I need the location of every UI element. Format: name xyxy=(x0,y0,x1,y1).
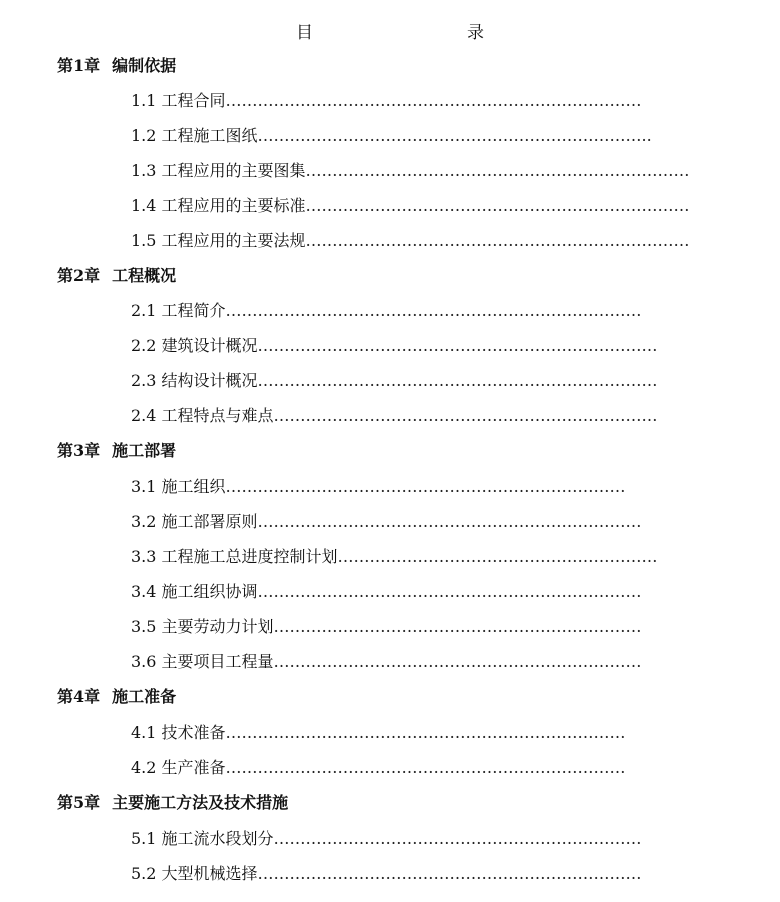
chapter-title: 施工部署 xyxy=(112,441,177,460)
toc-chapter-3[interactable] xyxy=(57,440,176,462)
toc-section-1-3[interactable] xyxy=(131,160,709,182)
section-title: 3.3 工程施工总进度控制计划 xyxy=(131,547,338,566)
section-title: 3.5 主要劳动力计划 xyxy=(131,617,274,636)
section-title: 1.2 工程施工图纸 xyxy=(131,126,258,145)
section-title: 4.2 生产准备 xyxy=(131,758,226,777)
leader-dots: ………………………………………………………………… xyxy=(257,371,658,390)
toc-section-1-1[interactable] xyxy=(131,90,709,112)
chapter-number: 第4章 xyxy=(57,687,101,706)
section-title: 3.6 主要项目工程量 xyxy=(131,652,274,671)
toc-section-2-4[interactable] xyxy=(131,405,709,427)
section-title: 5.2 大型机械选择 xyxy=(131,864,258,883)
section-title: 1.4 工程应用的主要标准 xyxy=(131,196,306,215)
section-title: 3.4 施工组织协调 xyxy=(131,582,258,601)
leader-dots: ……………………………………………………………… xyxy=(273,406,658,425)
chapter-number: 第2章 xyxy=(57,266,101,285)
chapter-number: 第3章 xyxy=(57,441,101,460)
chapter-number: 第5章 xyxy=(57,793,101,812)
leader-dots: ……………………………………………………………… xyxy=(257,582,642,601)
chapter-title: 工程概况 xyxy=(112,266,177,285)
section-title: 2.2 建筑设计概况 xyxy=(131,336,258,355)
toc-section-3-1[interactable] xyxy=(131,476,696,498)
leader-dots: ……………………………………………………………….. xyxy=(257,126,652,145)
toc-section-1-2[interactable] xyxy=(131,125,701,147)
section-title: 1.3 工程应用的主要图集 xyxy=(131,161,306,180)
leader-dots: …………………………………………………………………… xyxy=(225,91,642,110)
chapter-title: 施工准备 xyxy=(112,687,177,706)
leader-dots: ………………………………………………………………… xyxy=(257,336,658,355)
chapter-title: 编制依据 xyxy=(112,56,177,75)
toc-chapter-5[interactable] xyxy=(57,792,288,814)
leader-dots: ………………………………………………………………… xyxy=(225,477,626,496)
leader-dots: …………………………………………………………… xyxy=(273,617,642,636)
leader-dots: ……………………………………………………………… xyxy=(305,161,690,180)
toc-section-3-4[interactable] xyxy=(131,581,696,603)
leader-dots: ……………………………………………………………… xyxy=(305,196,690,215)
section-title: 2.4 工程特点与难点 xyxy=(131,406,274,425)
leader-dots: …………………………………………………… xyxy=(337,547,658,566)
toc-section-2-2[interactable] xyxy=(131,335,709,357)
toc-chapter-2[interactable] xyxy=(57,265,176,287)
section-title: 1.5 工程应用的主要法规 xyxy=(131,231,306,250)
toc-section-2-3[interactable] xyxy=(131,370,709,392)
toc-section-4-2[interactable] xyxy=(131,757,696,779)
chapter-number: 第1章 xyxy=(57,56,101,75)
leader-dots: ………………………………………………………………… xyxy=(225,723,626,742)
toc-section-5-2[interactable] xyxy=(131,863,696,885)
toc-section-1-5[interactable] xyxy=(131,230,709,252)
section-title: 3.2 施工部署原则 xyxy=(131,512,258,531)
leader-dots: …………………………………………………………… xyxy=(273,652,642,671)
section-title: 2.1 工程简介 xyxy=(131,301,226,320)
section-title: 1.1 工程合同 xyxy=(131,91,226,110)
leader-dots: ……………………………………………………………… xyxy=(305,231,690,250)
section-title: 5.1 施工流水段划分 xyxy=(131,829,274,848)
toc-section-3-2[interactable] xyxy=(131,511,696,533)
toc-chapter-1[interactable] xyxy=(57,55,176,77)
toc-section-3-5[interactable] xyxy=(131,616,696,638)
section-title: 4.1 技术准备 xyxy=(131,723,226,742)
leader-dots: ……………………………………………………………… xyxy=(257,864,642,883)
leader-dots: …………………………………………………………………… xyxy=(225,301,642,320)
toc-section-3-3[interactable] xyxy=(131,546,696,568)
toc-section-3-6[interactable] xyxy=(131,651,696,673)
toc-section-4-1[interactable] xyxy=(131,722,696,744)
toc-section-1-4[interactable] xyxy=(131,195,709,217)
leader-dots: …………………………………………………………… xyxy=(273,829,642,848)
section-title: 2.3 结构设计概况 xyxy=(131,371,258,390)
leader-dots: ……………………………………………………………… xyxy=(257,512,642,531)
toc-section-2-1[interactable] xyxy=(131,300,709,322)
toc-chapter-4[interactable] xyxy=(57,686,176,708)
chapter-title: 主要施工方法及技术措施 xyxy=(112,793,289,812)
section-title: 3.1 施工组织 xyxy=(131,477,226,496)
toc-title: 目 录 xyxy=(296,23,524,43)
toc-section-5-1[interactable] xyxy=(131,828,696,850)
leader-dots: ………………………………………………………………… xyxy=(225,758,626,777)
